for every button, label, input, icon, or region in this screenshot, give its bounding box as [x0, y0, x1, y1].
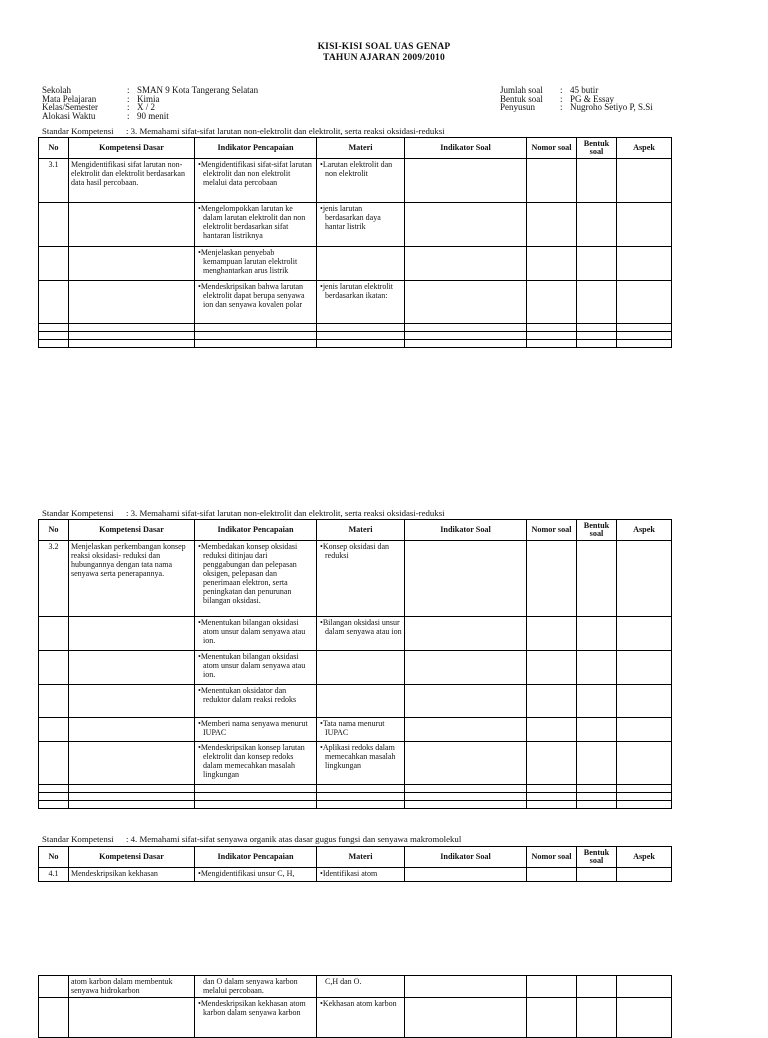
sk-label: Standar Kompetensi [42, 508, 114, 518]
indikator-cell [195, 718, 317, 742]
table-header-row [39, 520, 672, 541]
sk-text: 4. Memahami sifat-sifat senyawa organik atas dasar gugus fungsi dan senyawa makromolekul [130, 834, 462, 844]
sk-label: Standar Kompetensi [42, 126, 114, 136]
indikator-soal-cell [405, 159, 527, 203]
col-header: Indikator Soal [405, 138, 527, 159]
kisi-kisi-table-continuation [38, 975, 672, 1038]
col-header: Nomor soal [527, 520, 577, 541]
info-label: Mata Pelajaran [42, 93, 97, 104]
col-header: Nomor soal [527, 847, 577, 868]
materi-text: • Aplikasi redoks dalam memecahkan masalah lingkungan [319, 743, 402, 770]
col-header: Indikator Pencapaian [195, 847, 317, 868]
materi-cell: C,H dan O. [317, 976, 405, 998]
kd-number: 3.2 [39, 541, 69, 617]
materi-cell [317, 203, 405, 247]
aspek-cell [617, 159, 672, 203]
table-row [39, 281, 672, 324]
indikator-text: • Mendeskripsikan kekhasan atom karbon dalam senyawa karbon [197, 999, 314, 1017]
indikator-cell [195, 651, 317, 685]
kompetensi-dasar-cell: Mendeskripsikan kekhasan [69, 868, 195, 882]
materi-text: • Tata nama menurut IUPAC [319, 719, 402, 737]
standar-kompetensi-line: Standar Kompetensi : 3. Memahami sifat-sifat larutan non-elektrolit dan elektrolit, serta reaksi oksidasi-reduksi [42, 508, 445, 518]
info-row: Bentuk soal : PG & Essay [500, 93, 615, 104]
table-header-row [39, 847, 672, 868]
col-header: No [39, 520, 69, 541]
materi-cell [317, 685, 405, 718]
col-header: Bentuk soal [577, 520, 617, 541]
kompetensi-dasar-cell: Mengidentifikasi sifat larutan non-elektrolit dan elektrolit berdasarkan data hasil percobaan. [69, 159, 195, 203]
info-row: Penyusun : Nugroho Setiyo P, S.Si [500, 102, 653, 113]
indikator-cell [195, 685, 317, 718]
info-label: Kelas/Semester [42, 102, 98, 113]
info-label: Alokasi Waktu [42, 110, 96, 121]
col-header: Aspek [617, 520, 672, 541]
materi-text: • Kekhasan atom karbon [319, 999, 402, 1008]
materi-text: • Bilangan oksidasi unsur dalam senyawa atau ion [319, 618, 402, 636]
col-header: Materi [317, 520, 405, 541]
indikator-text: • Memberi nama senyawa menurut IUPAC [197, 719, 314, 737]
document-subtitle: TAHUN AJARAN 2009/2010 [323, 53, 445, 63]
table-row [39, 976, 672, 998]
info-value: Nugroho Setiyo P, S.Si [570, 102, 653, 113]
indikator-text: • Mendeskripsikan konsep larutan elektrolit dan konsep redoks dalam memecahkan masalah lingkungan [197, 743, 314, 779]
nomor-soal-cell [527, 159, 577, 203]
indikator-text: • Mengelompokkan larutan ke dalam larutan elektrolit dan non elektrolit berdasarkan sifat hantaran listriknya [197, 204, 314, 240]
info-label: Jumlah soal [500, 85, 543, 95]
materi-text: • Larutan elektrolit dan non elektrolit [319, 160, 402, 178]
info-row: Sekolah : SMAN 9 Kota Tangerang Selatan [42, 85, 259, 95]
col-header: Indikator Soal [405, 847, 527, 868]
col-header: Indikator Soal [405, 520, 527, 541]
table-row [39, 203, 672, 247]
kompetensi-dasar-cell: Menjelaskan perkembangan konsep reaksi oksidasi- reduksi dan hubungannya dengan tata nama senyawa serta penerapannya. [69, 541, 195, 617]
col-header: Aspek [617, 138, 672, 159]
materi-text: • jenis larutan elektrolit berdasarkan ikatan: [319, 282, 402, 300]
sk-text: 3. Memahami sifat-sifat larutan non-elektrolit dan elektrolit, serta reaksi oksidasi-reduksi [130, 126, 445, 136]
table-row [39, 651, 672, 685]
indikator-text: • Menjelaskan penyebab kemampuan larutan elektrolit menghantarkan arus listrik [197, 248, 314, 275]
table-row [39, 332, 672, 340]
info-value: PG & Essay [570, 93, 615, 104]
col-header: Nomor soal [527, 138, 577, 159]
col-header: Kompetensi Dasar [69, 847, 195, 868]
table-row [39, 340, 672, 348]
col-header: Materi [317, 138, 405, 159]
info-label: Penyusun [500, 102, 536, 113]
indikator-cell: dan O dalam senyawa karbon melalui percobaan. [195, 976, 317, 998]
bentuk-soal-cell [577, 159, 617, 203]
table-row [39, 801, 672, 809]
table-row [39, 998, 672, 1038]
sk-label: Standar Kompetensi [42, 834, 114, 844]
indikator-text: • Mengidentifikasi sifat-sifat larutan elektrolit dan non elektrolit melalui data percobaan [197, 160, 314, 187]
info-row: Kelas/Semester : X / 2 [42, 102, 155, 113]
col-header: No [39, 847, 69, 868]
col-header: Kompetensi Dasar [69, 520, 195, 541]
materi-cell [317, 247, 405, 281]
materi-cell [317, 742, 405, 785]
materi-text: • jenis larutan berdasarkan daya hantar listrik [319, 204, 402, 231]
document-title: KISI-KISI SOAL UAS GENAP [317, 42, 451, 52]
table-row [39, 541, 672, 617]
kompetensi-dasar-cell: atom karbon dalam membentuk senyawa hidrokarbon [69, 976, 195, 998]
info-value: 45 butir [570, 85, 599, 95]
table-row [39, 868, 672, 882]
info-value: 90 menit [137, 110, 169, 121]
materi-cell [317, 868, 405, 882]
col-header: Aspek [617, 847, 672, 868]
indikator-text: • Mendeskripsikan bahwa larutan elektrolit dapat berupa senyawa ion dan senyawa kovalen polar [197, 282, 314, 309]
table-row [39, 785, 672, 793]
col-header: Materi [317, 847, 405, 868]
table-header-row [39, 138, 672, 159]
kisi-kisi-table-2 [38, 519, 672, 809]
materi-cell [317, 998, 405, 1038]
table-row [39, 617, 672, 651]
materi-cell [317, 651, 405, 685]
info-label: Sekolah [42, 85, 71, 95]
standar-kompetensi-line: Standar Kompetensi : 3. Memahami sifat-sifat larutan non-elektrolit dan elektrolit, serta reaksi oksidasi-reduksi [42, 126, 445, 136]
info-value: X / 2 [137, 102, 155, 113]
indikator-cell [195, 247, 317, 281]
info-row: Mata Pelajaran : Kimia [42, 93, 160, 104]
table-row [39, 159, 672, 203]
col-header: No [39, 138, 69, 159]
standar-kompetensi-line: Standar Kompetensi : 4. Memahami sifat-sifat senyawa organik atas dasar gugus fungsi dan senyawa makromolekul [42, 834, 462, 844]
materi-cell [317, 281, 405, 324]
indikator-cell [195, 617, 317, 651]
materi-text: • Identifikasi atom [319, 869, 402, 878]
indikator-text: • Menentukan bilangan oksidasi atom unsur dalam senyawa atau ion. [197, 618, 314, 645]
table-row [39, 247, 672, 281]
indikator-text: • Menentukan oksidator dan reduktor dalam reaksi redoks [197, 686, 314, 704]
indikator-cell [195, 159, 317, 203]
info-row: Jumlah soal : 45 butir [500, 85, 599, 95]
info-value: Kimia [137, 93, 160, 104]
indikator-text: • Mengidentifikasi unsur C, H, [197, 869, 314, 878]
indikator-cell [195, 868, 317, 882]
indikator-cell [195, 281, 317, 324]
indikator-cell [195, 541, 317, 617]
school-info [42, 86, 258, 120]
col-header: Bentuk soal [577, 847, 617, 868]
indikator-text: • Membedakan konsep oksidasi reduksi ditinjau dari penggabungan dan pelepasan oksigen, pelepasan dan penerimaan elektron, serta peningkatan dan penurunan bilangan oksidasi. [197, 542, 314, 605]
materi-text: • Konsep oksidasi dan reduksi [319, 542, 402, 560]
info-row: Alokasi Waktu : 90 menit [42, 110, 169, 121]
materi-cell [317, 617, 405, 651]
sk-text: 3. Memahami sifat-sifat larutan non-elektrolit dan elektrolit, serta reaksi oksidasi-reduksi [130, 508, 445, 518]
col-header: Bentuk soal [577, 138, 617, 159]
table-row [39, 793, 672, 801]
exam-info [500, 86, 653, 112]
kd-number: 3.1 [39, 159, 69, 203]
table-row [39, 742, 672, 785]
materi-cell [317, 159, 405, 203]
kisi-kisi-table-3 [38, 846, 672, 882]
table-row [39, 718, 672, 742]
col-header: Kompetensi Dasar [69, 138, 195, 159]
info-label: Bentuk soal [500, 93, 543, 104]
indikator-cell [195, 203, 317, 247]
indikator-cell [195, 998, 317, 1038]
materi-cell [317, 718, 405, 742]
info-value: SMAN 9 Kota Tangerang Selatan [137, 85, 259, 95]
table-row [39, 685, 672, 718]
col-header: Indikator Pencapaian [195, 138, 317, 159]
materi-cell [317, 541, 405, 617]
col-header: Indikator Pencapaian [195, 520, 317, 541]
table-row [39, 324, 672, 332]
indikator-cell [195, 742, 317, 785]
kisi-kisi-table-1 [38, 137, 672, 348]
kd-number: 4.1 [39, 868, 69, 882]
indikator-text: • Menentukan bilangan oksidasi atom unsur dalam senyawa atau ion. [197, 652, 314, 679]
